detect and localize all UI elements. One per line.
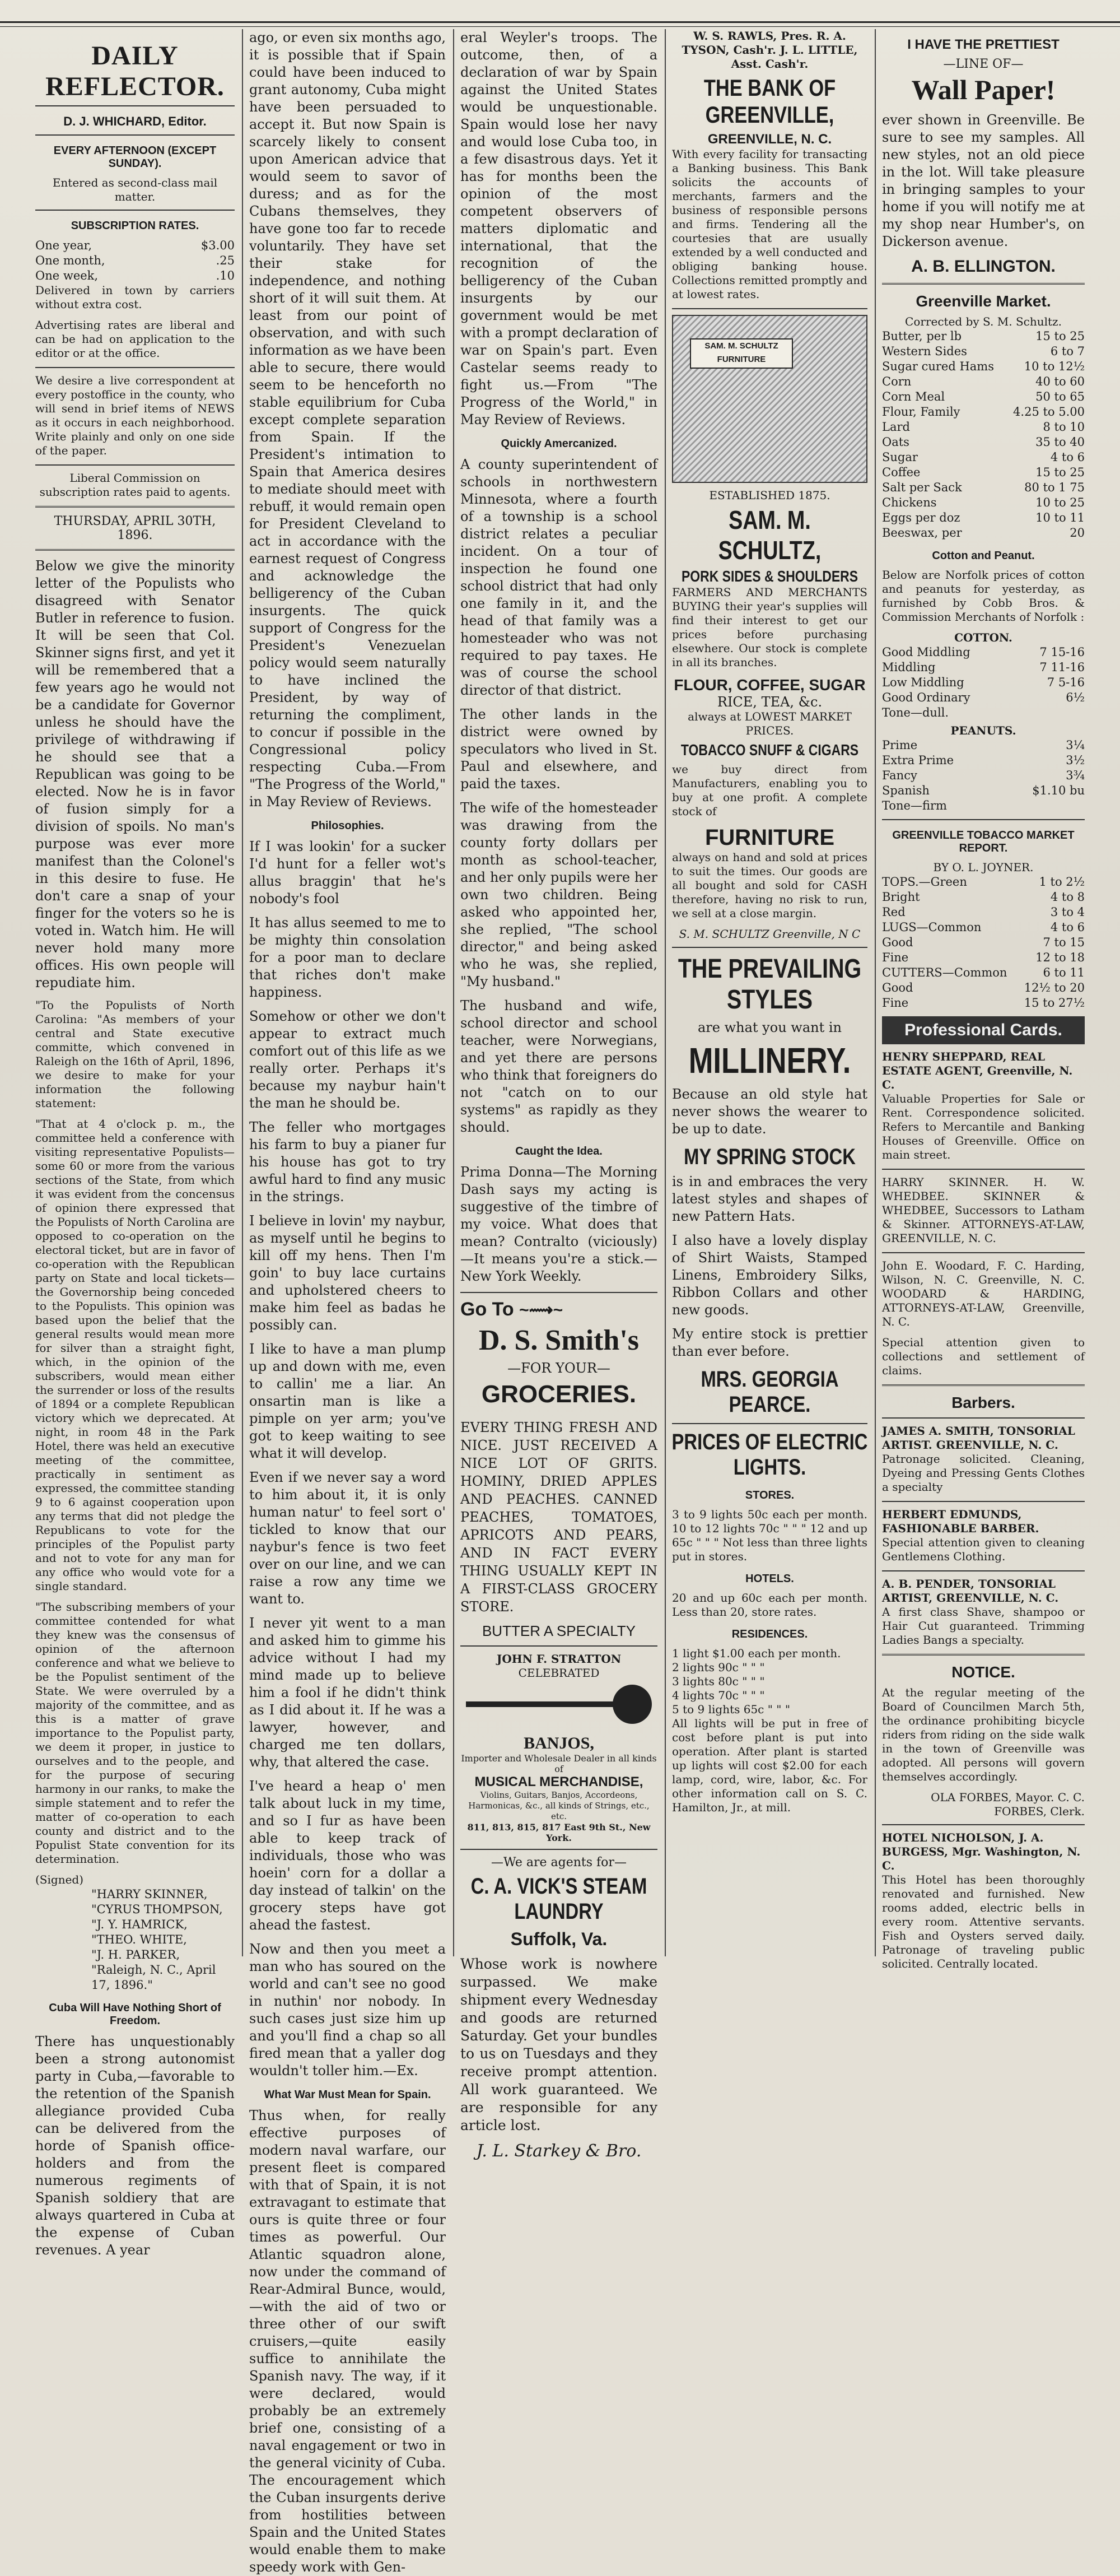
skinner-card: HARRY SKINNER. H. W. WHEDBEE. SKINNER & WHEDBEE, Successors to Latham & Skinner. ATTORNEYS-AT-LAW, GREENVILLE, N. C. [882,1175,1085,1245]
article-paragraph: The wife of the homesteader was drawing from the county forty dollars per month as school-teacher, and her only pupils were her own two children. Being asked who appointed her, she replied, "The school director," and being asked who he was, she replied, "My husband." [460,800,657,989]
stratton-address: 811, 813, 815, 817 East 9th St., New York. [467,1822,651,1843]
price-item: Good Ordinary [882,691,970,704]
column-5 [878,29,1089,1970]
vick-place: Suffolk, Va. [510,1929,608,1949]
price-item: Fine [882,951,909,964]
smith-butter: BUTTER A SPECIALTY [482,1622,636,1639]
article-paragraph: The other lands in the district were owned by speculators who lived in St. Paul and elsewhere, and paid the taxes. [460,706,657,792]
price-row [882,374,1085,389]
tobacco-price-list [882,875,1085,1011]
commission-note: Liberal Commission on subscription rates paid to agents. [39,471,231,499]
price-row [882,965,1085,980]
wallpaper-line: —LINE OF— [943,57,1024,71]
smith-groceries: GROCERIES. [481,1380,637,1408]
article-paragraph: ago, or even six months ago, it is possible that if Spain could have been induced to grant autonomy, Cuba might have been persuaded to accept it. But now Spain is scarcely likely to consent upon American advice that would seem to savor of duress; and as for the Cubans themselves, they have gone too far to recede voluntarily. They have set their stake for independence, and nothing short of it will suit them. At least from our point of observation, and with such information as we have been able to secure, there would seem to be henceforth no stable equilibrium for Cuba except complete separation from Spain. If the President's intimation to Spain that America desires to mediate should meet with rebuff, it would remain open for President Cleveland to act in accordance with the earnest request of Congress and acknowledge the belligerency of the Cuban insurgents. The quick support of Congress for the President's Venezuelan policy would seem naturally to have inclined the President, by way of returning the compliment, to concur if possible in the Congressional policy respecting Cuba.—From "The Progress of the World," in May Review of Reviews. [249,30,446,810]
residences-heading: RESIDENCES. [731,1628,808,1640]
furniture-body: always on hand and sold at prices to suit the times. Our goods are all bought and sold for CASH therefore, having no risk to run, we sell at a close margin. [672,850,867,920]
farmers-body: FARMERS AND MERCHANTS BUYING their year's supplies will find their interest to get our prices before purchasing elsewhere. Our stock is complete in all its branches. [672,585,867,669]
price-item: Spanish [882,784,930,797]
article-heading: What War Must Mean for Spain. [264,2089,431,2101]
price-value: $1.10 bu [1032,784,1085,797]
divider [882,1417,1085,1419]
price-item: Oats [882,435,909,449]
price-item: Sugar cured Hams [882,360,994,373]
price-row [882,935,1085,950]
divider [35,549,235,551]
price-row [882,783,1085,798]
cotton-body: Below are Norfolk prices of cotton and peanuts for yesterday, as furnished by Cobb Bros. & Commission Merchants of Norfolk : [882,568,1085,624]
price-value: 7 11-16 [1039,661,1085,674]
market-price-list [882,329,1085,541]
hotels-body: 20 and up 60c each per month. Less than 20, store rates. [672,1591,867,1619]
price-row [882,798,1085,813]
price-row [882,435,1085,450]
philosophy-item: I've heard a heap o' men talk about luck in my time, and so I fur as have been able to keep track of individuals, those who was hoein' corn for a dollar a day instead of talkin' on the grocery steps have got ahead the fastest. [249,1778,446,1933]
price-item: LUGS—Common [882,920,982,934]
price-item: Middling [882,661,936,674]
flour-line: FLOUR, COFFEE, SUGAR [674,676,866,694]
price-value: 3¾ [1066,769,1085,782]
ellington-name: A. B. ELLINGTON. [911,257,1056,276]
prevailing-heading: THE PREVAILING STYLES [678,954,862,1015]
letter-paragraph: "The subscribing members of your committee contended for what they knew was the consensus of opinion of the afternoon conference and what we believe to be the Populist sentiment of the State. We were overruled by a majority of the committee, and as this is a matter of grave importance to the Populist party, we deem it proper, in justice to ourselves and to the people, and for the purpose of securing harmony in our ranks, to make the simple statement and to refer the matter of co-operation to each county and district and to the Populist State convention for its determination. [35,1600,235,1866]
price-row [882,980,1085,996]
price-item: Sugar [882,450,918,464]
price-value: 4 to 6 [1050,920,1085,934]
article-paragraph: A county superintendent of schools in northwestern Minnesota, where a fourth of a township is a school district relates a peculiar incident. On a tour of inspection he found one school district that had only one family in it, and the head of that family was a homesteader who was not required to pay taxes. He was of course the school director of that district. [460,457,657,698]
price-value: 10 to 12½ [1024,360,1085,373]
price-value: 6 to 7 [1050,345,1085,358]
furniture-heading: FURNITURE [704,825,835,850]
divider [882,1384,1085,1386]
price-row [882,905,1085,920]
price-item: Flour, Family [882,405,960,419]
signer: "HARRY SKINNER, [91,1887,208,1901]
price-value: 40 to 60 [1035,375,1085,388]
price-item: Fancy [882,769,917,782]
rate-row: One week, .10 [35,269,235,282]
stratton-name: JOHN F. STRATTON [496,1652,622,1666]
bank-name: THE BANK OF GREENVILLE, [703,75,836,128]
price-value: 10 to 25 [1035,496,1085,509]
tobacco-line: TOBACCO SNUFF & CIGARS [680,741,859,759]
price-row [882,480,1085,495]
price-row [882,738,1085,753]
price-value: 35 to 40 [1035,435,1085,449]
column-rule [875,29,876,1956]
price-row [882,675,1085,690]
rate-row: One month, .25 [35,254,235,267]
vick-body: Whose work is nowhere surpassed. We make shipment every Wednesday and goods are returned Saturday. Get your bundles to us on Tuesdays and they receive prompt attention. All work guaranteed. We are responsible for any article lost. [460,1956,657,2133]
residence-row: 2 lights 90c " " " [672,1661,765,1674]
peanuts-label: PEANUTS. [950,724,1016,737]
tobacco-report-by: BY O. L. JOYNER. [933,861,1034,874]
divider [882,819,1085,820]
are-line: are what you want in [697,1020,842,1035]
bank-officers: W. S. RAWLS, Pres. R. A. TYSON, Cash'r. J. L. LITTLE, Asst. Cash'r. [682,29,858,71]
price-row [882,495,1085,510]
signer: "CYRUS THOMPSON, [91,1903,223,1916]
js-smith-card: JAMES A. SMITH, TONSORIAL ARTIST. GREENVILLE, N. C. [882,1424,1075,1452]
cotton-heading: Cotton and Peanut. [932,550,1035,562]
display-body: I also have a lovely display of Shirt Waists, Stamped Linens, Embroidery Silks, Ribbon Collars and other new goods. [672,1233,867,1318]
letter-paragraph: "That at 4 o'clock p. m., the committee held a conference with visiting representative Populists—some 60 or more from the various sections of the State, from which it was evident from the concensus of opinion there expressed that the Populists of North Carolina are opposed to co-operation on the electoral ticket, but are in favor of co-operation with the Republican party on State and local tickets—the Governorship being conceded to the Populists. This opinion was based upon the belief that the general results would mean more for silver than a straight fight, which, in the opinion of the subscribers, would mean either the surrender or loss of the results of 1894 or a complete Republican victory which we deprecated. At night, in room 48 in the Park Hotel, there was held an executive meeting of the committee, practically in sentiment as expressed, the committee standing 9 to 6 against cooperation upon any terms that did not pledge the Republicans to vote for the principles of the Populist party and not to vote for any man for any office who would vote for a single standard. [35,1117,235,1593]
price-row [882,890,1085,905]
masthead-entered: Entered as second-class mail matter. [52,176,218,203]
top-rule [0,21,1120,27]
price-row [882,450,1085,465]
signer: "J. H. PARKER, [91,1948,180,1961]
price-row [882,645,1085,660]
stratton-musical: MUSICAL MERCHANDISE, [474,1774,643,1789]
price-item: Good Middling [882,645,970,659]
philosophy-item: Even if we never say a word to him about it, it is only human natur' to feel sort o' tickled to know that our naybur's fence is two feet over on our line, and we can raise a row any time we want to. [249,1470,446,1607]
store-sign: SAM. M. SCHULTZ FURNITURE [690,338,793,369]
price-value: 10 to 11 [1035,511,1085,524]
tobacco-report-heading: GREENVILLE TOBACCO MARKET REPORT. [892,829,1075,854]
article-paragraph: The husband and wife, school director and school teacher, were Norwegians, and yet there are persons who think that foreigners do not "catch on to our systems" as rapidly as they should. [460,998,657,1135]
residence-row: 1 light $1.00 each per month. [672,1647,841,1660]
price-value: 7 to 15 [1043,936,1085,949]
column-3 [456,29,662,2161]
philosophy-item: If I was lookin' for a sucker I'd hunt for a feller wot's allus braggin' that he's nobody's fool [249,839,446,906]
divider [35,464,235,466]
price-row [882,359,1085,374]
barbers-heading: Barbers. [951,1394,1015,1411]
column-2 [245,29,450,2575]
notice-signature: OLA FORBES, Mayor. C. C. FORBES, Clerk. [931,1791,1085,1818]
residence-row: 4 lights 70c " " " [672,1689,765,1702]
woodard-card: John E. Woodard, F. C. Harding, Wilson, N. C. Greenville, N. C. WOODARD & HARDING, ATTORNEYS-AT-LAW, Greenville, N. C. [882,1259,1085,1328]
sheppard-body: Valuable Properties for Sale or Rent. Correspondence solicited. Refers to Mercantile and Banking Houses of Greenville. Office on main street. [882,1092,1085,1161]
price-item: Butter, per lb [882,329,962,343]
schultz-name: SAM. M. SCHULTZ, [718,505,822,565]
article-paragraph: There has unquestionably been a strong autonomist party in Cuba,—favorable to the retention of the Spanish allegiance provided Cuba can be delivered from the horde of Spanish office-holders and from the numerous regiments of Spanish soldiery that are always quartered in Cuba at the expense of Cuban revenues. A year [35,2034,235,2258]
price-item: Lard [882,420,910,434]
signer: "Raleigh, N. C., April 17, 1896." [91,1963,216,1992]
vick-name: C. A. VICK'S STEAM LAUNDRY [470,1874,647,1924]
price-item: Beeswax, per [882,526,962,540]
bank-body: With every facility for transacting a Banking business. This Bank solicits the accounts of merchants, farmers and the business of responsible persons and firms. Tendering all the courtesies that are usually extended by a well conducted and obliging banking house. Collections remitted promptly and at lowest rates. [672,147,867,301]
pork-line: PORK SIDES & SHOULDERS [681,568,858,585]
wallpaper-body: ever shown in Greenville. Be sure to see my samples. All new styles, not an old piece in the lot. Will take pleasure in bringing samples to your home if you will notify me at my shop near Humber's, on Dickerson avenue. [882,112,1085,249]
signed-label: (Signed) [35,1873,84,1886]
price-value: 3¼ [1066,738,1085,752]
smith-goto: Go To ~⟿~ [460,1299,563,1320]
philosophy-item: Now and then you meet a man who has soured on the world and can't see no good in nuthin' nor nobody. In such cases just size him up and you'll find a chap so all fired mean that a yaller dog wouldn't toller him.—Ex. [249,1941,446,2079]
price-item: Salt per Sack [882,481,962,494]
price-item: Good [882,981,913,994]
direct-body: we buy direct from Manufacturers, enabling you to buy at one profit. A complete stock of [672,762,867,818]
price-item: Good [882,936,913,949]
price-value: 7 5-16 [1047,676,1085,689]
price-value: 6 to 11 [1043,966,1085,979]
divider [672,308,867,309]
cotton-price-list [882,645,1085,720]
price-item: Corn Meal [882,390,945,403]
price-row [882,690,1085,705]
price-row [882,420,1085,435]
price-item: Low Middling [882,676,964,689]
price-value: 20 [1070,526,1085,540]
column-4 [668,29,872,1956]
pearce-name: MRS. GEORGIA PEARCE. [701,1367,839,1417]
price-row [882,465,1085,480]
price-value: 8 to 10 [1043,420,1085,434]
market-corrected: Corrected by S. M. Schultz. [905,315,1062,328]
sheppard-card: HENRY SHEPPARD, REAL ESTATE AGENT, Greenville, N. C. [882,1050,1073,1091]
divider [882,1654,1085,1656]
divider [35,134,235,136]
price-row [882,753,1085,768]
price-item: Tone—firm [882,799,947,812]
bank-place: GREENVILLE, N. C. [707,132,832,147]
notice-heading: NOTICE. [951,1663,1015,1681]
rice-line: RICE, TEA, &c. [717,694,823,710]
price-value: 4.25 to 5.00 [1013,405,1085,419]
store-illustration [672,315,867,483]
smith-name: D. S. Smith's [478,1324,640,1356]
price-item: Western Sides [882,345,967,358]
divider [882,1824,1085,1825]
divider [35,506,235,508]
peanut-price-list [882,738,1085,813]
article-heading: Caught the Idea. [515,1145,603,1157]
column-rule [665,29,666,1956]
vick-agents: —We are agents for— [491,1856,627,1870]
philosophy-item: I believe in lovin' my naybur, as myself until he begins to kill off my hens. Then I'm goin' to buy lace curtains and upholstered cheers to make him feel as badas he possibly can. [249,1213,446,1333]
philosophy-item: The feller who mortgages his farm to buy a pianer fur his house has got to try awful hard to find any music in the strings. [249,1119,446,1205]
price-value: 50 to 65 [1035,390,1085,403]
js-smith-body: Patronage solicited. Cleaning, Dyeing and Pressing Gents Clothes a specialty [882,1452,1085,1494]
smith-for: —FOR YOUR— [507,1360,610,1376]
price-value: 3½ [1066,754,1085,767]
price-item: TOPS.—Green [882,875,967,889]
divider [882,1252,1085,1253]
price-row [882,920,1085,935]
column-rule [242,29,243,1956]
correspondent-note: We desire a live correspondent at every postoffice in the county, who will send in brief items of NEWS as it occurs in each neighborhood. Write plainly and only on one side of the paper. [35,374,235,457]
price-value: 15 to 25 [1035,466,1085,479]
price-row [882,329,1085,344]
price-row [882,526,1085,541]
price-value: 3 to 4 [1050,905,1085,919]
furniture-signature: S. M. SCHULTZ Greenville, N C [679,927,861,941]
price-value: 12 to 18 [1035,951,1085,964]
hotels-heading: HOTELS. [745,1573,794,1585]
column-rule [453,29,454,1956]
price-row [882,705,1085,720]
philosophy-item: Somehow or other we don't appear to extract much comfort out of this life as we really orter. Perhaps it's because my naybur hain't the man he should be. [249,1008,446,1111]
prettier-line: My entire stock is prettier than ever before. [672,1326,867,1359]
cotton-label: COTTON. [954,631,1012,644]
nicholson-body: This Hotel has been thoroughly renovated and furnished. New rooms added, electric bells in every room. Attentive servants. Fish and Oysters served daily. Patronage of traveling public solicited. Centrally located. [882,1873,1085,1970]
advertising-note: Advertising rates are liberal and can be had on application to the editor or at the office. [35,318,235,360]
price-item: Red [882,905,906,919]
philosophy-item: I never yit went to a man and asked him to gimme his advice without I had my mind made up to believe him a fool if he didn't think as I did about it. If he was a lawyer, however, and charged me ten dollars, why, that altered the case. [249,1615,446,1770]
price-item: Fine [882,996,909,1010]
price-item: Bright [882,890,920,904]
price-value: 15 to 27½ [1024,996,1085,1010]
price-value: 15 to 25 [1035,329,1085,343]
smith-body: EVERY THING FRESH AND NICE. JUST RECEIVED A NICE LOT OF GRITS. HOMINY, DRIED APPLES AND PEACHES. CANNED PEACHES, TOMATOES, APRICOTS AND PEARS, AND IN FACT EVERY THING USUALLY KEPT IN A FIRST-CLASS GROCERY STORE. [460,1420,657,1615]
price-value: 4 to 6 [1050,450,1085,464]
vick-signature: J. L. Starkey & Bro. [476,2141,642,2161]
wallpaper-pretty: I HAVE THE PRETTIEST [907,37,1060,52]
professional-cards-banner: Professional Cards. [882,1016,1085,1044]
divider [672,1423,867,1424]
issue-date: THURSDAY, APRIL 30TH, 1896. [54,514,216,542]
price-row [882,768,1085,783]
price-row [882,389,1085,404]
residence-row: 5 to 9 lights 65c " " " [672,1703,791,1716]
masthead-title: DAILY REFLECTOR. [35,40,235,106]
rate-row: One year, $3.00 [35,239,235,252]
editorial-paragraph: Below we give the minority letter of the Populists who disagreed with Senator Butler in reference to fusion. It will be seen that Col. Skinner signs first, and yet it will be remembered that a few years ago he would not be a candidate for Governor unless he should have the privilege of withdrawing if he should see that a Republican was going to be elected. Now he is in favor of fusion simply for a division of spoils. No man's purpose was ever more manifest than the Colonel's in this desire to fuse. He don't care a snap of your finger for the voters so he is voted in. Watch him. He will never hold many more offices. His own people will repudiate him. [35,558,235,991]
lights-heading: PRICES OF ELECTRIC LIGHTS. [671,1430,868,1480]
price-row [882,996,1085,1011]
divider [35,367,235,368]
spring-body: is in and embraces the very latest styles and shapes of new Pattern Hats. [672,1174,867,1224]
stores-body: 3 to 9 lights 50c each per month. 10 to 12 lights 70c " " " 12 and up 65c " " " Not less than three lights put in stores. [672,1508,867,1563]
divider [882,1169,1085,1170]
residence-row: 3 lights 80c " " " [672,1675,765,1688]
article-heading: Quickly Amercanized. [501,438,617,450]
price-row [882,660,1085,675]
woodard-body: Special attention given to collections and settlement of claims. [882,1336,1085,1377]
article-paragraph: Thus when, for really effective purposes of modern naval warfare, our present fleet is compared with that of Spain, it is not extravagant to estimate that ours is quite three or four times as powerful. Our Atlantic squadron alone, now under the command of Rear-Admiral Bunce, would,—with the aid of two or three other of our swift cruisers,—quite easily suffice to annihilate the Spanish navy. The way, if it were declared, would probably be an extremely brief one, consisting of a naval engagement or two in the general vicinity of Cuba. The encouragement which the Cuban insurgents derive from hostilities between Spain and the United States would enable them to make speedy work with Gen- [249,2108,446,2575]
market-heading: Greenville Market. [916,292,1051,310]
banjo-icon [460,1685,657,1729]
notice-body: At the regular meeting of the Board of Councilmen March 5th, the ordinance prohibiting bicycle riders from riding on the side walk in the town of Greenville was adopted. All persons will govern themselves accordingly. [882,1686,1085,1783]
article-heading: Cuba Will Have Nothing Short of Freedom. [49,2002,221,2027]
letter-paragraph: "To the Populists of North Carolina: "As members of your central and State executive committe, which convened in Raleigh on the 16th of April, 1896, we desire to make for your information the following statement: [35,998,235,1110]
price-row [882,875,1085,890]
price-item: Prime [882,738,918,752]
divider [460,1292,657,1293]
masthead-editor: D. J. WHICHARD, Editor. [63,114,207,128]
residences-body: All lights will be put in free of cost before plant is put into operation. After plant is started up lights will cost $2.00 for each lamp, cord, wire, labor, &c. For other information call on S. C. Hamilton, Jr., at mill. [672,1717,867,1814]
stratton-celebrated: CELEBRATED [518,1666,600,1680]
because-line: Because an old style hat never shows the wearer to be up to date. [672,1086,867,1137]
signer: "THEO. WHITE, [91,1933,187,1946]
price-row [882,344,1085,359]
price-value: 4 to 8 [1050,890,1085,904]
price-item: Coffee [882,466,921,479]
price-item: Corn [882,375,912,388]
price-item: CUTTERS—Common [882,966,1007,979]
signer: "J. Y. HAMRICK, [91,1918,188,1931]
masthead-schedule: EVERY AFTERNOON (EXCEPT SUNDAY). [53,145,217,170]
divider [672,947,867,948]
article-heading: Philosophies. [311,820,384,832]
stores-heading: STORES. [745,1489,795,1501]
price-item: Chickens [882,496,937,509]
divider [882,283,1085,285]
spring-heading: MY SPRING STOCK [684,1145,856,1169]
divider [460,1849,657,1850]
divider [35,210,235,211]
price-value: 7 15-16 [1039,645,1085,659]
price-row [882,950,1085,965]
price-value: 6½ [1066,691,1085,704]
pender-body: A first class Shave, shampoo or Hair Cut guaranteed. Trimming Ladies Bangs a specialty. [882,1605,1085,1647]
edmunds-card: HERBERT EDMUNDS, FASHIONABLE BARBER. [882,1508,1039,1535]
subscription-heading: SUBSCRIPTION RATES. [71,220,199,232]
column-1 [31,29,239,2258]
always-line: always at LOWEST MARKET PRICES. [688,710,852,737]
price-value: 1 to 2½ [1039,875,1085,889]
price-item: Eggs per doz [882,511,960,524]
nicholson-card: HOTEL NICHOLSON, J. A. BURGESS, Mgr. Washington, N. C. [882,1831,1081,1872]
divider [460,1645,657,1647]
wallpaper-heading: Wall Paper! [911,74,1056,105]
millinery-heading: MILLINERY. [688,1040,851,1081]
philosophy-item: I like to have a man plump up and down with me, even to callin' me a liar. An onsartin man is like a pimple on yer arm; you've got to keep waiting to see what it will develop. [249,1341,446,1461]
divider [882,1570,1085,1571]
article-paragraph: eral Weyler's troops. The outcome, then, of a declaration of war by Spain against the United States would be unquestionable. Spain would lose her navy and would lose Cuba too, in a few disastrous days. Yet it has for months been the opinion of the most competent observers of matters diplomatic and international, that the recognition of the belligerency of the Cuban insurgents by our government would be met with a prompt declaration of war on Spain's part. Even Castelar seems ready to fight us.—From "The Progress of the World," in May Review of Reviews. [460,30,657,427]
article-paragraph: Prima Donna—The Morning Dash says my acting is suggestive of the timbre of my voice. What does that mean? Contralto (viciously)—It means you're a stick.—New York Weekly. [460,1164,657,1284]
price-row [882,404,1085,420]
stratton-sub: Importer and Wholesale Dealer in all kinds of [461,1753,657,1774]
stratton-detail: Violins, Guitars, Banjos, Accordeons, Harmonicas, &c., all kinds of Strings, etc., etc. [468,1790,650,1821]
delivery-note: Delivered in town by carriers without extra cost. [35,283,235,311]
established: ESTABLISHED 1875. [709,489,830,502]
divider [882,1501,1085,1502]
stratton-banjos: BANJOS, [524,1734,594,1752]
edmunds-body: Special attention given to cleaning Gentlemens Clothing. [882,1536,1085,1563]
price-row [882,510,1085,526]
philosophy-item: It has allus seemed to me to be mighty thin consolation for a poor man to declare that riches don't make happiness. [249,915,446,1000]
price-item: Tone—dull. [882,706,949,719]
pender-card: A. B. PENDER, TONSORIAL ARTIST, GREENVILLE, N. C. [882,1577,1059,1605]
price-value: 80 to 1 75 [1024,481,1085,494]
price-item: Extra Prime [882,754,954,767]
price-value: 12½ to 20 [1024,981,1085,994]
